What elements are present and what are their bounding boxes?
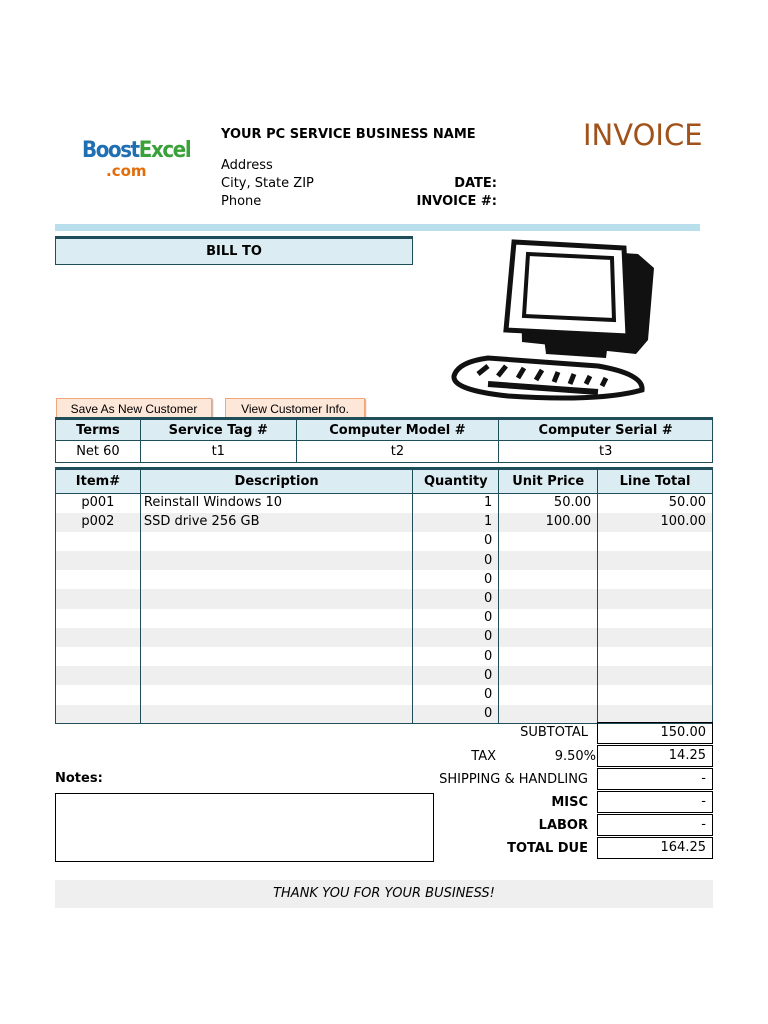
notes-box[interactable]: [55, 793, 434, 862]
service-tag-header: Service Tag #: [140, 419, 296, 441]
shipping-value[interactable]: -: [597, 768, 713, 790]
description-cell[interactable]: [140, 685, 412, 704]
unit-price-cell[interactable]: [499, 647, 598, 666]
tax-label: TAX: [471, 749, 496, 764]
logo-excel-text: Excel: [138, 138, 191, 163]
item-number-cell[interactable]: [56, 685, 141, 704]
tax-value: 14.25: [597, 745, 713, 767]
invoice-title: INVOICE: [583, 118, 703, 152]
line-total-cell[interactable]: [598, 589, 713, 608]
unit-price-cell[interactable]: [499, 628, 598, 647]
unit-price-cell[interactable]: [499, 551, 598, 570]
table-row: [56, 666, 713, 685]
terms-value[interactable]: Net 60: [56, 441, 141, 463]
subtotal-label: SUBTOTAL: [520, 725, 588, 740]
table-row: [56, 589, 713, 608]
table-row: [56, 532, 713, 551]
quantity-cell[interactable]: 0: [413, 570, 499, 589]
terms-header: Terms: [56, 419, 141, 441]
quantity-header: Quantity: [413, 469, 499, 494]
computer-serial-value[interactable]: t3: [499, 441, 713, 463]
header-divider: [55, 224, 700, 231]
business-address: Address: [221, 158, 273, 173]
unit-price-cell[interactable]: 50.00: [499, 494, 598, 513]
item-number-cell[interactable]: p001: [56, 494, 141, 513]
description-cell[interactable]: [140, 647, 412, 666]
quantity-cell[interactable]: 1: [413, 513, 499, 532]
total-due-label: TOTAL DUE: [507, 841, 588, 856]
quantity-cell[interactable]: 0: [413, 647, 499, 666]
line-total-cell[interactable]: [598, 666, 713, 685]
line-total-cell[interactable]: [598, 685, 713, 704]
unit-price-header: Unit Price: [499, 469, 598, 494]
line-total-cell[interactable]: [598, 532, 713, 551]
table-row: [56, 685, 713, 704]
invoice-number-label: INVOICE #:: [416, 194, 497, 209]
item-number-header: Item#: [56, 469, 141, 494]
business-name: YOUR PC SERVICE BUSINESS NAME: [221, 127, 476, 142]
description-cell[interactable]: [140, 628, 412, 647]
item-number-cell[interactable]: [56, 628, 141, 647]
thank-you-message: THANK YOU FOR YOUR BUSINESS!: [55, 880, 713, 908]
description-cell[interactable]: [140, 570, 412, 589]
quantity-cell[interactable]: 0: [413, 589, 499, 608]
table-row: [56, 551, 713, 570]
item-number-cell[interactable]: [56, 666, 141, 685]
line-total-cell[interactable]: [598, 647, 713, 666]
company-logo: [82, 138, 191, 184]
terms-table: [55, 417, 713, 463]
unit-price-cell[interactable]: [499, 705, 598, 724]
tax-rate[interactable]: 9.50%: [554, 749, 596, 764]
unit-price-cell[interactable]: [499, 666, 598, 685]
item-number-cell[interactable]: [56, 570, 141, 589]
line-total-cell[interactable]: [598, 628, 713, 647]
description-cell[interactable]: Reinstall Windows 10: [140, 494, 412, 513]
quantity-cell[interactable]: 0: [413, 609, 499, 628]
misc-label: MISC: [551, 795, 588, 810]
business-phone: Phone: [221, 194, 262, 209]
subtotal-value: 150.00: [597, 722, 713, 744]
quantity-cell[interactable]: 0: [413, 628, 499, 647]
item-number-cell[interactable]: [56, 532, 141, 551]
notes-label: Notes:: [55, 771, 103, 786]
bill-to-header: BILL TO: [55, 236, 413, 265]
quantity-cell[interactable]: 0: [413, 666, 499, 685]
computer-icon: [448, 238, 660, 404]
unit-price-cell[interactable]: [499, 685, 598, 704]
item-number-cell[interactable]: [56, 647, 141, 666]
line-total-cell[interactable]: [598, 609, 713, 628]
labor-label: LABOR: [538, 818, 588, 833]
item-number-cell[interactable]: [56, 551, 141, 570]
unit-price-cell[interactable]: [499, 609, 598, 628]
unit-price-cell[interactable]: [499, 570, 598, 589]
logo-com-text: .com: [106, 162, 147, 180]
unit-price-cell[interactable]: 100.00: [499, 513, 598, 532]
computer-model-value[interactable]: t2: [296, 441, 499, 463]
line-items-body: [56, 494, 713, 724]
line-total-header: Line Total: [598, 469, 713, 494]
view-customer-info-button[interactable]: View Customer Info.: [225, 398, 365, 420]
quantity-cell[interactable]: 0: [413, 705, 499, 724]
line-items-table: [55, 467, 713, 724]
service-tag-value[interactable]: t1: [140, 441, 296, 463]
item-number-cell[interactable]: [56, 589, 141, 608]
item-number-cell[interactable]: p002: [56, 513, 141, 532]
description-cell[interactable]: [140, 551, 412, 570]
unit-price-cell[interactable]: [499, 589, 598, 608]
item-number-cell[interactable]: [56, 609, 141, 628]
line-total-cell[interactable]: 100.00: [598, 513, 713, 532]
total-due-value: 164.25: [597, 837, 713, 859]
line-total-cell[interactable]: [598, 551, 713, 570]
quantity-cell[interactable]: 0: [413, 551, 499, 570]
table-row: [56, 705, 713, 724]
computer-serial-header: Computer Serial #: [499, 419, 713, 441]
table-row: [56, 513, 713, 532]
logo-boost-text: Boost: [82, 138, 139, 163]
misc-value[interactable]: -: [597, 791, 713, 813]
quantity-cell[interactable]: 0: [413, 685, 499, 704]
description-cell[interactable]: SSD drive 256 GB: [140, 513, 412, 532]
line-total-cell[interactable]: [598, 570, 713, 589]
business-city: City, State ZIP: [221, 176, 314, 191]
table-row: [56, 494, 713, 513]
description-cell[interactable]: [140, 666, 412, 685]
item-number-cell[interactable]: [56, 705, 141, 724]
unit-price-cell[interactable]: [499, 532, 598, 551]
table-row: [56, 570, 713, 589]
quantity-cell[interactable]: 1: [413, 494, 499, 513]
description-cell[interactable]: [140, 589, 412, 608]
line-total-cell[interactable]: [598, 705, 713, 724]
table-row: [56, 628, 713, 647]
line-total-cell[interactable]: 50.00: [598, 494, 713, 513]
description-cell[interactable]: [140, 532, 412, 551]
table-row: [56, 609, 713, 628]
description-header: Description: [140, 469, 412, 494]
labor-value[interactable]: -: [597, 814, 713, 836]
quantity-cell[interactable]: 0: [413, 532, 499, 551]
description-cell[interactable]: [140, 609, 412, 628]
shipping-label: SHIPPING & HANDLING: [439, 772, 588, 787]
date-label: DATE:: [454, 176, 497, 191]
table-row: [56, 647, 713, 666]
save-as-new-customer-button[interactable]: Save As New Customer: [56, 398, 212, 420]
description-cell[interactable]: [140, 705, 412, 724]
computer-model-header: Computer Model #: [296, 419, 499, 441]
